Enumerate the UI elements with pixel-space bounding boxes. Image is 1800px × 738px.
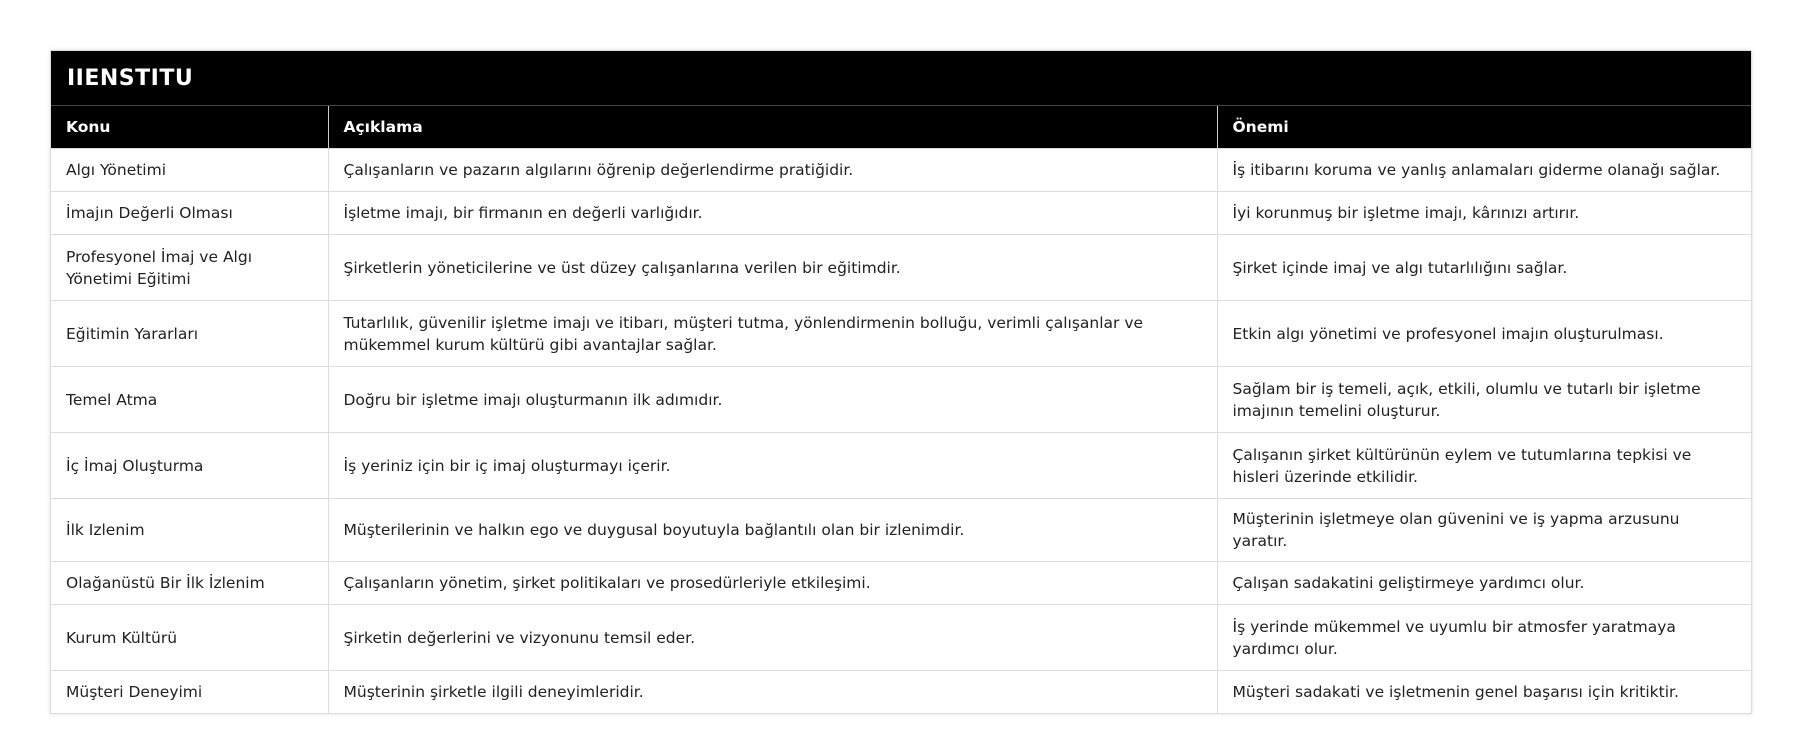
table-row bbox=[51, 149, 1751, 192]
table-row bbox=[51, 671, 1751, 714]
cell-topic: Profesyonel İmaj ve Algı Yönetimi Eğitimi bbox=[51, 235, 328, 301]
cell-description: Çalışanların ve pazarın algılarını öğrenip değerlendirme pratiğidir. bbox=[328, 149, 1217, 192]
header-row bbox=[51, 106, 1751, 149]
cell-description: Tutarlılık, güvenilir işletme imajı ve itibarı, müşteri tutma, yönlendirmenin bolluğu, verimli çalışanlar ve mükemmel kurum kültürü gibi avantajlar sağlar. bbox=[328, 301, 1217, 367]
table-row bbox=[51, 605, 1751, 671]
cell-topic: Müşteri Deneyimi bbox=[51, 671, 328, 714]
cell-description: Müşterilerinin ve halkın ego ve duygusal boyutuyla bağlantılı olan bir izlenimdir. bbox=[328, 499, 1217, 562]
cell-importance: Etkin algı yönetimi ve profesyonel imajın oluşturulması. bbox=[1217, 301, 1751, 367]
column-header-konu: Konu bbox=[51, 106, 328, 149]
table-row bbox=[51, 367, 1751, 433]
cell-topic: İç İmaj Oluşturma bbox=[51, 433, 328, 499]
table-row bbox=[51, 433, 1751, 499]
table-container bbox=[50, 50, 1752, 714]
table-row bbox=[51, 235, 1751, 301]
cell-importance: Çalışanın şirket kültürünün eylem ve tutumlarına tepkisi ve hisleri üzerinde etkilidir. bbox=[1217, 433, 1751, 499]
cell-topic: Temel Atma bbox=[51, 367, 328, 433]
cell-topic: İlk Izlenim bbox=[51, 499, 328, 562]
cell-importance: Çalışan sadakatini geliştirmeye yardımcı olur. bbox=[1217, 562, 1751, 605]
column-header-aciklama: Açıklama bbox=[328, 106, 1217, 149]
table-row bbox=[51, 562, 1751, 605]
cell-importance: Müşterinin işletmeye olan güvenini ve iş yapma arzusunu yaratır. bbox=[1217, 499, 1751, 562]
cell-topic: Eğitimin Yararları bbox=[51, 301, 328, 367]
cell-importance: İş itibarını koruma ve yanlış anlamaları giderme olanağı sağlar. bbox=[1217, 149, 1751, 192]
cell-importance: Şirket içinde imaj ve algı tutarlılığını sağlar. bbox=[1217, 235, 1751, 301]
cell-topic: Kurum Kültürü bbox=[51, 605, 328, 671]
cell-topic: Algı Yönetimi bbox=[51, 149, 328, 192]
table-title: IIENSTITU bbox=[51, 51, 1751, 106]
cell-description: Şirketlerin yöneticilerine ve üst düzey çalışanlarına verilen bir eğitimdir. bbox=[328, 235, 1217, 301]
table-row bbox=[51, 301, 1751, 367]
table-row bbox=[51, 499, 1751, 562]
table-row bbox=[51, 192, 1751, 235]
cell-description: İş yeriniz için bir iç imaj oluşturmayı içerir. bbox=[328, 433, 1217, 499]
cell-importance: İş yerinde mükemmel ve uyumlu bir atmosfer yaratmaya yardımcı olur. bbox=[1217, 605, 1751, 671]
info-table bbox=[51, 106, 1751, 713]
cell-description: İşletme imajı, bir firmanın en değerli varlığıdır. bbox=[328, 192, 1217, 235]
cell-importance: İyi korunmuş bir işletme imajı, kârınızı artırır. bbox=[1217, 192, 1751, 235]
cell-description: Doğru bir işletme imajı oluşturmanın ilk adımıdır. bbox=[328, 367, 1217, 433]
cell-description: Çalışanların yönetim, şirket politikaları ve prosedürleriyle etkileşimi. bbox=[328, 562, 1217, 605]
cell-topic: Olağanüstü Bir İlk İzlenim bbox=[51, 562, 328, 605]
cell-importance: Müşteri sadakati ve işletmenin genel başarısı için kritiktir. bbox=[1217, 671, 1751, 714]
cell-topic: İmajın Değerli Olması bbox=[51, 192, 328, 235]
cell-description: Şirketin değerlerini ve vizyonunu temsil eder. bbox=[328, 605, 1217, 671]
cell-description: Müşterinin şirketle ilgili deneyimleridir. bbox=[328, 671, 1217, 714]
cell-importance: Sağlam bir iş temeli, açık, etkili, olumlu ve tutarlı bir işletme imajının temelini oluşturur. bbox=[1217, 367, 1751, 433]
column-header-onemi: Önemi bbox=[1217, 106, 1751, 149]
